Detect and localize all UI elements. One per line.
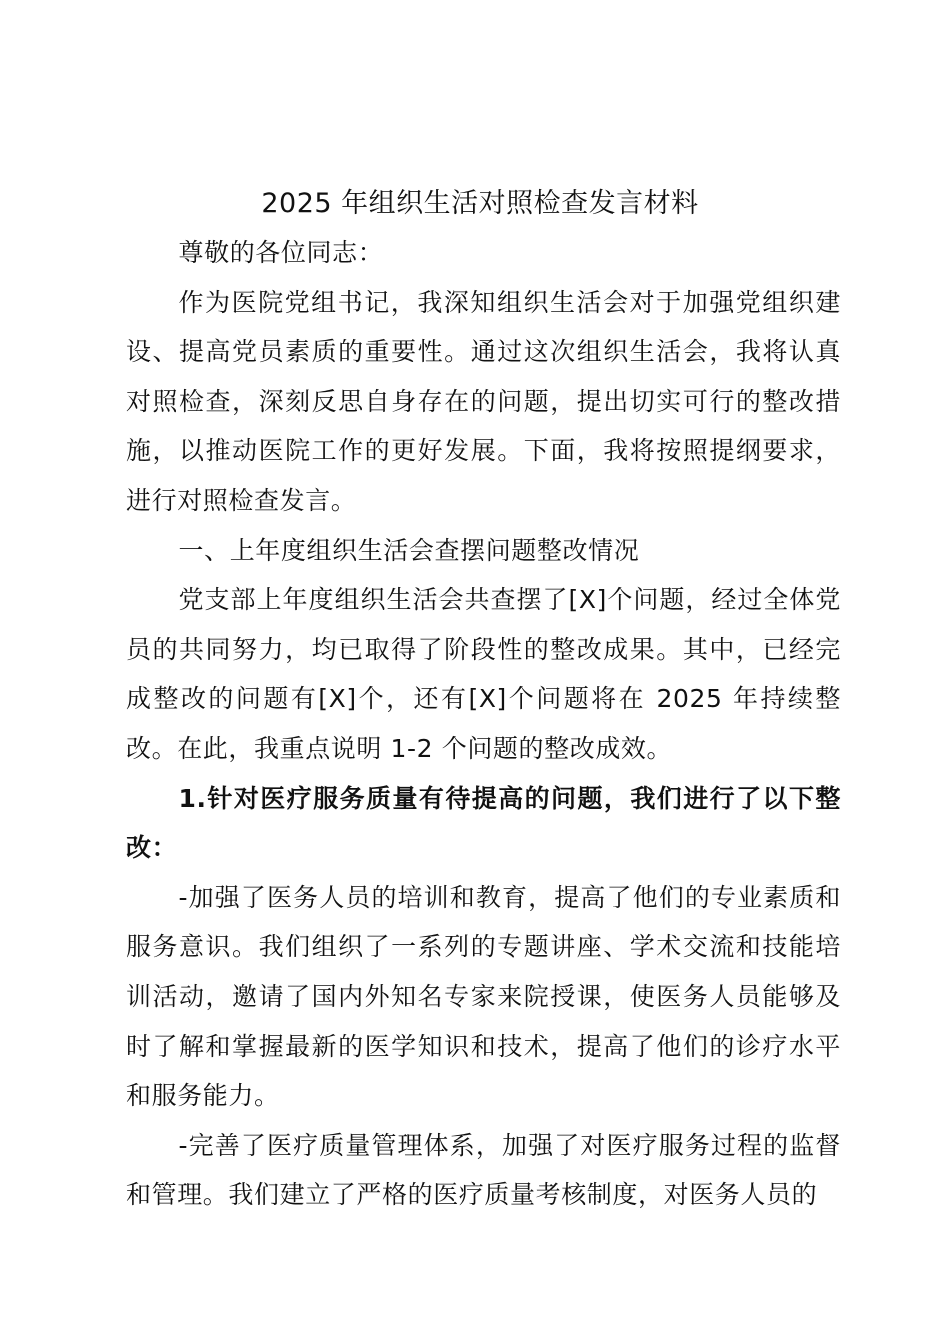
body-paragraph: 党支部上年度组织生活会共查摆了[X]个问题，经过全体党员的共同努力，均已取得了阶段性的整改成果。其中，已经完成整改的问题有[X]个，还有[X]个问题将在 2025 年持续整改。在此，我重点说明 1-2 个问题的整改成效。 — [126, 585, 841, 763]
document-title: 2025 年组织生活对照检查发言材料 — [261, 188, 699, 219]
body-paragraph: -完善了医疗质量管理体系，加强了对医疗服务过程的监督和管理。我们建立了严格的医疗质量考核制度，对医务人员的 — [126, 1130, 841, 1210]
section-heading: 一、上年度组织生活会查摆问题整改情况 — [178, 535, 640, 565]
salutation: 尊敬的各位同志： — [178, 238, 384, 267]
intro-paragraph: 作为医院党组书记，我深知组织生活会对于加强党组织建设、提高党员素质的重要性。通过这次组织生活会，我将认真对照检查，深刻反思自身存在的问题，提出切实可行的整改措施，以推动医院工作的更好发展。下面，我将按照提纲要求，进行对照检查发言。 — [126, 287, 841, 515]
subsection-heading: 1.针对医疗服务质量有待提高的问题，我们进行了以下整改： — [126, 783, 841, 863]
body-paragraph: -加强了医务人员的培训和教育，提高了他们的专业素质和服务意识。我们组织了一系列的专题讲座、学术交流和技能培训活动，邀请了国内外知名专家来院授课，使医务人员能够及时了解和掌握最新的医学知识和技术，提高了他们的诊疗水平和服务能力。 — [126, 882, 841, 1111]
document-body — [126, 228, 841, 1220]
